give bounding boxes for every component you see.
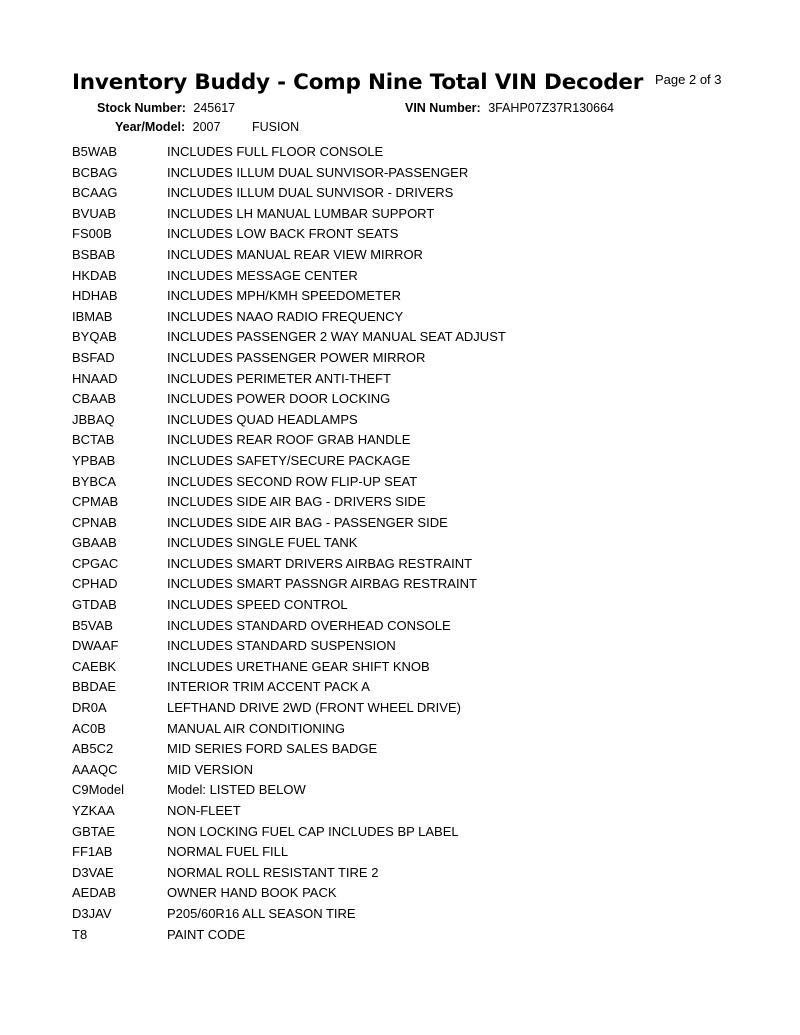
- option-description: INCLUDES SINGLE FUEL TANK: [167, 535, 358, 551]
- option-code: AB5C2: [72, 741, 114, 757]
- option-row: [72, 286, 752, 307]
- option-code: JBBAQ: [72, 411, 115, 427]
- option-row: [72, 369, 752, 390]
- option-code: CAEBK: [72, 658, 117, 674]
- option-description: INCLUDES NAAO RADIO FREQUENCY: [167, 308, 404, 324]
- stock-number-value: 245617: [193, 101, 236, 115]
- option-description: INTERIOR TRIM ACCENT PACK A: [167, 679, 370, 695]
- option-description: MID SERIES FORD SALES BADGE: [167, 741, 378, 757]
- option-row: [72, 472, 752, 493]
- option-code: CPNAB: [72, 514, 117, 530]
- option-description: INCLUDES STANDARD OVERHEAD CONSOLE: [167, 617, 451, 633]
- option-row: [72, 904, 752, 925]
- option-description: INCLUDES SMART DRIVERS AIRBAG RESTRAINT: [167, 555, 473, 571]
- option-description: INCLUDES ILLUM DUAL SUNVISOR - DRIVERS: [167, 185, 454, 201]
- option-description: LEFTHAND DRIVE 2WD (FRONT WHEEL DRIVE): [167, 700, 461, 716]
- option-row: [72, 574, 752, 595]
- option-description: NON-FLEET: [167, 803, 241, 818]
- option-code: FF1AB: [72, 844, 113, 860]
- option-row: [72, 883, 752, 904]
- option-code: CBAAB: [72, 391, 117, 407]
- option-code: D3JAV: [72, 905, 112, 921]
- option-code: IBMAB: [72, 308, 113, 324]
- option-code: HKDAB: [72, 267, 117, 283]
- option-code: D3VAE: [72, 864, 114, 880]
- option-description: INCLUDES SMART PASSNGR AIRBAG RESTRAINT: [167, 576, 477, 592]
- option-code: BCAAG: [72, 185, 118, 201]
- option-code: GTDAB: [72, 597, 117, 613]
- option-description: INCLUDES FULL FLOOR CONSOLE: [167, 144, 384, 159]
- option-row: [72, 842, 752, 863]
- option-code: T8: [72, 926, 88, 942]
- option-code: AEDAB: [72, 885, 117, 901]
- option-row: [72, 657, 752, 678]
- option-code: CPGAC: [72, 555, 119, 571]
- option-description: INCLUDES ILLUM DUAL SUNVISOR-PASSENGER: [167, 164, 469, 180]
- option-code: B5VAB: [72, 617, 113, 633]
- option-code: HDHAB: [72, 288, 118, 304]
- option-code: CPHAD: [72, 576, 118, 592]
- option-row: [72, 822, 752, 843]
- option-code: C9Model: [72, 782, 125, 798]
- option-code: CPMAB: [72, 494, 119, 510]
- option-description: INCLUDES LH MANUAL LUMBAR SUPPORT: [167, 205, 435, 221]
- option-row: [72, 801, 752, 822]
- option-description: INCLUDES SECOND ROW FLIP-UP SEAT: [167, 473, 418, 489]
- page-title: Inventory Buddy - Comp Nine Total VIN Decoder: [72, 70, 644, 95]
- option-description: INCLUDES LOW BACK FRONT SEATS: [167, 226, 399, 242]
- option-row: [72, 307, 752, 328]
- option-row: [72, 451, 752, 472]
- year-model: [115, 120, 299, 134]
- option-row: [72, 719, 752, 740]
- option-row: [72, 142, 752, 163]
- option-description: INCLUDES MANUAL REAR VIEW MIRROR: [167, 246, 423, 262]
- option-code: HNAAD: [72, 370, 118, 386]
- option-row: [72, 389, 752, 410]
- option-description: INCLUDES PERIMETER ANTI-THEFT: [167, 370, 391, 386]
- option-row: [72, 533, 752, 554]
- option-row: [72, 245, 752, 266]
- option-row: [72, 780, 752, 801]
- vin-number-value: 3FAHP07Z37R130664: [488, 101, 614, 115]
- option-code: BYQAB: [72, 329, 117, 345]
- option-row: [72, 430, 752, 451]
- option-description: NORMAL ROLL RESISTANT TIRE 2: [167, 864, 379, 880]
- option-description: INCLUDES MPH/KMH SPEEDOMETER: [167, 288, 402, 304]
- option-row: [72, 266, 752, 287]
- option-code: YPBAB: [72, 452, 116, 468]
- stock-number-label: Stock Number:: [97, 101, 186, 115]
- option-row: [72, 204, 752, 225]
- option-code: YZKAA: [72, 803, 115, 818]
- stock-number: [97, 101, 235, 115]
- option-code: DR0A: [72, 700, 107, 716]
- option-description: INCLUDES URETHANE GEAR SHIFT KNOB: [167, 658, 430, 674]
- option-description: INCLUDES QUAD HEADLAMPS: [167, 411, 358, 427]
- option-row: [72, 595, 752, 616]
- option-description: INCLUDES SAFETY/SECURE PACKAGE: [167, 452, 411, 468]
- option-description: INCLUDES SPEED CONTROL: [167, 597, 348, 613]
- option-description: INCLUDES SIDE AIR BAG - DRIVERS SIDE: [167, 494, 426, 510]
- option-code: AC0B: [72, 720, 106, 736]
- option-description: P205/60R16 ALL SEASON TIRE: [167, 905, 356, 921]
- option-code: BCBAG: [72, 164, 118, 180]
- model-value: FUSION: [251, 120, 300, 134]
- option-description: OWNER HAND BOOK PACK: [167, 885, 337, 901]
- option-code: BSBAB: [72, 246, 116, 262]
- option-row: [72, 492, 752, 513]
- option-row: [72, 616, 752, 637]
- option-description: MID VERSION: [167, 761, 253, 777]
- option-description: MANUAL AIR CONDITIONING: [167, 720, 345, 736]
- option-description: INCLUDES PASSENGER POWER MIRROR: [167, 349, 426, 365]
- option-description: INCLUDES POWER DOOR LOCKING: [167, 391, 391, 407]
- option-row: [72, 925, 752, 946]
- option-row: [72, 636, 752, 657]
- option-row: [72, 760, 752, 781]
- option-code: BBDAE: [72, 679, 117, 695]
- option-code: AAAQC: [72, 761, 118, 777]
- option-description: NORMAL FUEL FILL: [167, 844, 289, 860]
- option-code: B5WAB: [72, 144, 118, 159]
- page-number: Page 2 of 3: [655, 72, 722, 87]
- option-row: [72, 677, 752, 698]
- option-row: [72, 410, 752, 431]
- option-description: INCLUDES STANDARD SUSPENSION: [167, 638, 396, 654]
- option-description: Model: LISTED BELOW: [167, 782, 306, 798]
- option-row: [72, 224, 752, 245]
- year-value: 2007: [192, 120, 221, 134]
- option-code: FS00B: [72, 226, 112, 242]
- option-row: [72, 739, 752, 760]
- option-description: INCLUDES MESSAGE CENTER: [167, 267, 358, 283]
- vin-number-label: VIN Number:: [405, 101, 481, 115]
- option-row: [72, 163, 752, 184]
- option-description: INCLUDES REAR ROOF GRAB HANDLE: [167, 432, 411, 448]
- option-row: [72, 698, 752, 719]
- option-description: PAINT CODE: [167, 926, 246, 942]
- year-model-label: Year/Model:: [115, 120, 186, 134]
- option-code: BVUAB: [72, 205, 117, 221]
- option-code: GBAAB: [72, 535, 117, 551]
- option-description: INCLUDES SIDE AIR BAG - PASSENGER SIDE: [167, 514, 448, 530]
- option-code-list: [72, 142, 752, 945]
- vin-number: [405, 101, 614, 115]
- option-row: [72, 513, 752, 534]
- option-code: BCTAB: [72, 432, 115, 448]
- option-code: GBTAE: [72, 823, 116, 839]
- option-row: [72, 554, 752, 575]
- option-code: BYBCA: [72, 473, 117, 489]
- option-code: BSFAD: [72, 349, 115, 365]
- option-code: DWAAF: [72, 638, 119, 654]
- option-row: [72, 863, 752, 884]
- option-description: NON LOCKING FUEL CAP INCLUDES BP LABEL: [167, 823, 459, 839]
- option-description: INCLUDES PASSENGER 2 WAY MANUAL SEAT ADJUST: [167, 329, 506, 345]
- option-row: [72, 327, 752, 348]
- option-row: [72, 348, 752, 369]
- option-row: [72, 183, 752, 204]
